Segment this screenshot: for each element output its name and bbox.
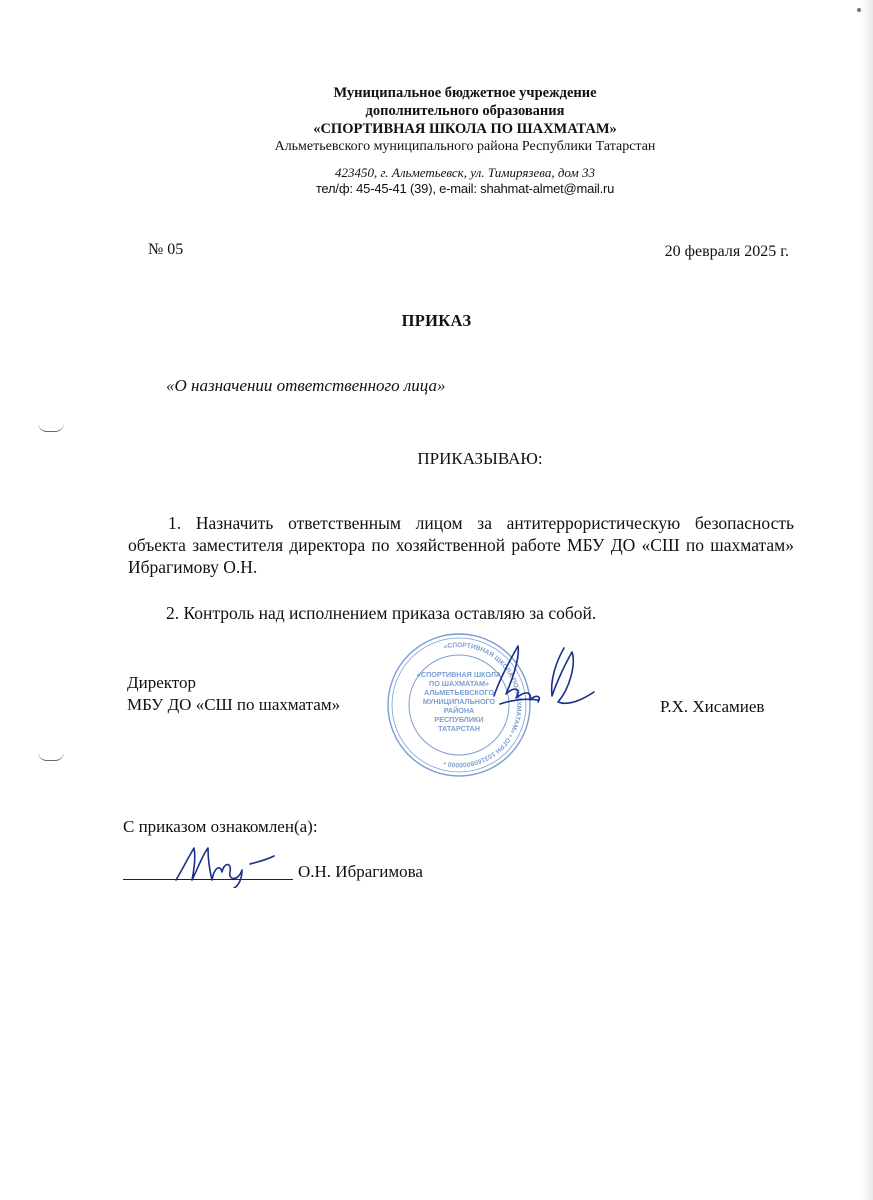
org-name: «СПОРТИВНАЯ ШКОЛА ПО ШАХМАТАМ»: [313, 121, 617, 137]
org-education: дополнительного образования: [365, 103, 565, 119]
svg-text:«СПОРТИВНАЯ ШКОЛА ПО ШАХМАТАМ»: «СПОРТИВНАЯ ШКОЛА ПО ШАХМАТАМ» • ОГРН 1031608000000 •: [442, 641, 523, 769]
letterhead: [140, 84, 790, 197]
signatory-position: [127, 672, 340, 716]
org-region: Альметьевского муниципального района Республики Татарстан: [274, 139, 656, 154]
document-number: № 05: [148, 241, 184, 258]
acknowledgement-name: О.Н. Ибрагимова: [298, 862, 423, 881]
svg-text:«СПОРТИВНАЯ ШКОЛА: «СПОРТИВНАЯ ШКОЛА: [416, 670, 502, 679]
org-type: Муниципальное бюджетное учреждение: [333, 85, 597, 101]
scan-edge: [859, 0, 873, 1200]
order-item-1: 1. Назначить ответственным лицом за антитеррористическую безопасность объекта заместителя директора по хозяйственной работе МБУ ДО «СШ по шахматам» Ибрагимову О.Н.: [128, 513, 794, 577]
signatory-title: Директор: [127, 673, 196, 692]
svg-text:ПО ШАХМАТАМ»: ПО ШАХМАТАМ»: [429, 679, 489, 688]
document-title: ПРИКАЗ: [401, 311, 472, 330]
scan-mark: [857, 8, 861, 12]
svg-text:РАЙОНА: РАЙОНА: [443, 706, 475, 715]
signatory-name: Р.Х. Хисамиев: [660, 697, 765, 716]
org-address: 423450, г. Альметьевск, ул. Тимирязева, дом 33: [335, 165, 595, 180]
acknowledgement-label: С приказом ознакомлен(а):: [123, 817, 318, 836]
director-signature: [486, 638, 598, 720]
employee-signature: [168, 836, 280, 888]
svg-text:ТАТАРСТАН: ТАТАРСТАН: [438, 724, 480, 733]
svg-text:АЛЬМЕТЬЕВСКОГО: АЛЬМЕТЬЕВСКОГО: [423, 688, 495, 697]
order-word: ПРИКАЗЫВАЮ:: [417, 449, 543, 468]
punch-hole-mark: [38, 752, 64, 761]
document-subject: «О назначении ответственного лица»: [166, 376, 446, 395]
svg-text:РЕСПУБЛИКИ: РЕСПУБЛИКИ: [434, 715, 484, 724]
org-contacts: тел/ф: 45-45-41 (39), e-mail: shahmat-almet@mail.ru: [315, 181, 615, 196]
order-item-2: 2. Контроль над исполнением приказа оставляю за собой.: [166, 603, 597, 623]
svg-text:МУНИЦИПАЛЬНОГО: МУНИЦИПАЛЬНОГО: [422, 697, 496, 706]
punch-hole-mark: [38, 423, 64, 432]
signatory-org: МБУ ДО «СШ по шахматам»: [127, 695, 341, 714]
document-date: 20 февраля 2025 г.: [664, 243, 789, 260]
